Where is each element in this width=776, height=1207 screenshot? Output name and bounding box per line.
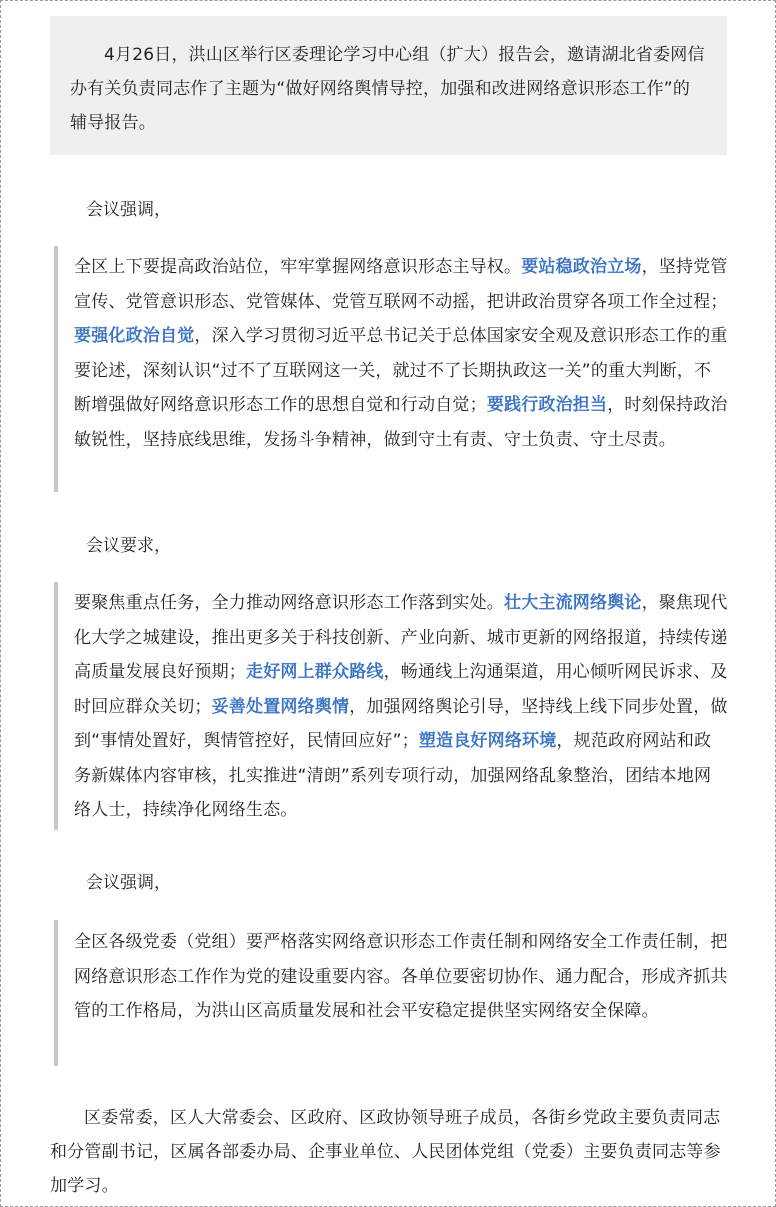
section1-text-2: ，坚持党管宣传、党管意识形态、党管媒体、党管互联网不动摇，把讲政治贯穿各项工作全过程； [74, 257, 728, 312]
section1-highlight-3: 要践行政治担当 [486, 395, 608, 415]
closing-text: 区委常委，区人大常委会、区政府、区政协领导班子成员，各街乡党政主要负责同志和分管副书记，区属各部委办局、企事业单位、人民团体党组（党委）主要负责同志等参加学习。 [50, 1108, 721, 1196]
section1-quote-text [74, 250, 728, 457]
section2-quote [54, 582, 728, 830]
section2-text-4: ，加强网络舆论引导，坚持线上线下同步处置，做到“事情处置好，舆情管控好，民情回应好”； [74, 696, 728, 751]
section2-label: 会议要求， [86, 536, 171, 556]
section3-label: 会议强调， [86, 873, 171, 893]
section2-highlight-2: 走好网上群众路线 [246, 662, 384, 682]
section1-text-1: 全区上下要提高政治站位，牢牢掌握网络意识形态主导权。 [74, 257, 522, 277]
section2-highlight-1: 壮大主流网络舆论 [504, 593, 642, 613]
section1-highlight-2: 要强化政治自觉 [74, 326, 195, 346]
section1-label: 会议强调， [86, 200, 171, 220]
intro-box [50, 16, 727, 155]
section3-quote-text: 全区各级党委（党组）要严格落实网络意识形态工作责任制和网络安全工作责任制，把网络意识形态工作作为党的建设重要内容。各单位要密切协作、通力配合，形成齐抓共管的工作格局，为洪山区高质量发展和社会平安稳定提供坚实网络安全保障。 [74, 932, 728, 1021]
section1-text-4: ，时刻保持政治敏锐性，坚持底线思维，发扬斗争精神，做到守土有责、守土负责、守土尽责。 [74, 395, 728, 450]
section2-highlight-3: 妥善处置网络舆情 [211, 696, 350, 717]
section2-text-2: ，聚焦现代化大学之城建设，推出更多关于科技创新、产业向新、城市更新的网络报道，持续传递高质量发展良好预期； [74, 593, 728, 682]
intro-text: 4月26日，洪山区举行区委理论学习中心组（扩大）报告会，邀请湖北省委网信办有关负责同志作了主题为“做好网络舆情导控，加强和改进网络意识形态工作”的辅导报告。 [70, 45, 705, 133]
section1-text-3: ，深入学习贯彻习近平总书记关于总体国家安全观及意识形态工作的重要论述，深刻认识“过不了互联网这一关，就过不了长期执政这一关”的重大判断，不断增强做好网络意识形态工作的思想自觉和行动自觉； [74, 326, 728, 415]
section3-quote [54, 920, 728, 1066]
section2-quote-text [74, 586, 728, 828]
section1-quote [54, 246, 728, 492]
section2-highlight-4: 塑造良好网络环境 [418, 731, 557, 751]
section2-text-5: ，规范政府网站和政务新媒体内容审核，扎实推进“清朗”系列专项行动，加强网络乱象整治，团结本地网络人士，持续净化网络生态。 [74, 731, 712, 820]
section2-text-3: ，畅通线上沟通渠道，用心倾听网民诉求、及时回应群众关切； [74, 662, 728, 717]
section2-text-1: 要聚焦重点任务，全力推动网络意识形态工作落到实处。 [74, 593, 504, 613]
section1-highlight-1: 要站稳政治立场 [521, 257, 642, 277]
